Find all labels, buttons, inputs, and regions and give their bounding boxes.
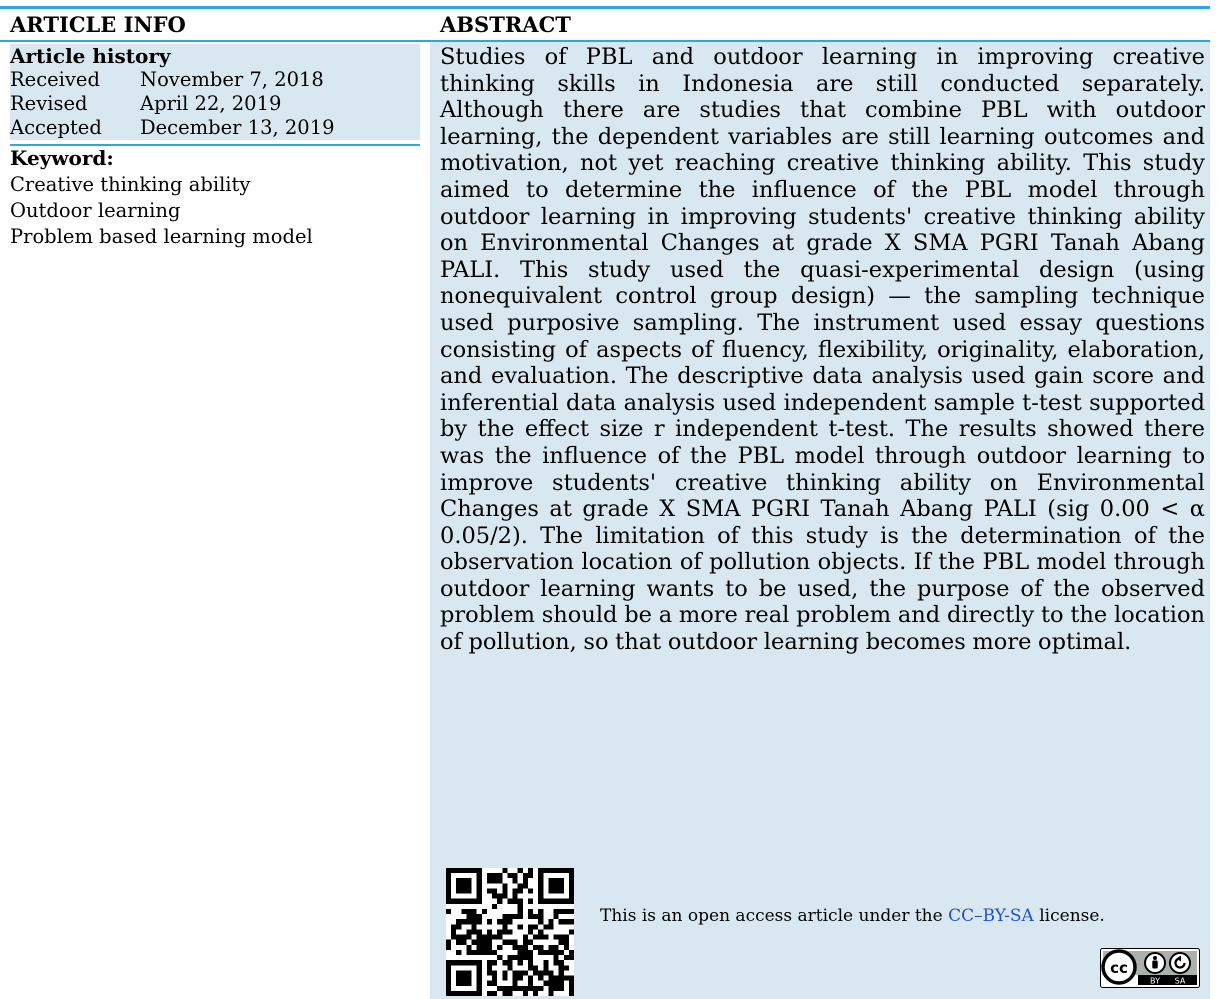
history-label: Revised: [10, 92, 88, 115]
history-label: Accepted: [10, 116, 102, 139]
abstract-heading: ABSTRACT: [440, 12, 571, 37]
keyword-item: Outdoor learning: [10, 199, 181, 222]
license-statement: [600, 905, 1105, 927]
license-prefix: This is an open access article under the: [600, 906, 949, 926]
sa-share-icon: [1170, 953, 1190, 973]
abstract-text: Studies of PBL and outdoor learning in improving creative thinking skills in Indonesia are still conducted separately. Although there are studies that combine PBL with outdoor learning, the dependent variables are still learning outcomes and motivation, not yet reaching creative thinking ability. This study aimed to determine the influence of the PBL model through outdoor learning in improving students' creative thinking ability on Environmental Changes at grade X SMA PGRI Tanah Abang PALI. This study used the quasi-experimental design (using nonequivalent control group design) — the sampling technique used purposive sampling. The instrument used essay questions consisting of aspects of fluency, flexibility, originality, elaboration, and evaluation. The descriptive data analysis used gain score and inferential data analysis used independent sample t-test supported by the effect size r independent t-test. The results showed there was the influence of the PBL model through outdoor learning to improve students' creative thinking ability on Environmental Changes at grade X SMA PGRI Tanah Abang PALI (sig 0.00 < α 0.05/2). The limitation of this study is the determination of the observation location of pollution objects. If the PBL model through outdoor learning wants to be used, the purpose of the observed problem should be a more real problem and directly to the location of pollution, so that outdoor learning becomes more optimal.: [440, 44, 1205, 656]
cc-by-sa-badge-icon[interactable]: [1100, 948, 1200, 988]
history-value: November 7, 2018: [140, 68, 324, 91]
history-row-accepted: [10, 116, 420, 140]
cc-text: cc: [1110, 959, 1128, 977]
keyword-item: Problem based learning model: [10, 225, 313, 248]
qr-code-icon: [446, 868, 574, 996]
by-label: BY: [1150, 976, 1160, 986]
history-value: April 22, 2019: [140, 92, 282, 115]
sa-label: SA: [1174, 976, 1186, 986]
article-history-title: Article history: [10, 44, 420, 68]
top-rule: [0, 6, 1210, 9]
history-value: December 13, 2019: [140, 116, 335, 139]
license-suffix: license.: [1033, 906, 1105, 926]
keyword-item: Creative thinking ability: [10, 173, 251, 196]
article-info-heading: ARTICLE INFO: [10, 12, 186, 37]
history-row-received: [10, 68, 420, 92]
history-row-revised: [10, 92, 420, 116]
keyword-title: Keyword:: [10, 146, 114, 170]
keyword-list: [10, 172, 420, 250]
history-label: Received: [10, 68, 100, 91]
cc-by-sa-link[interactable]: CC–BY-SA: [948, 906, 1034, 926]
